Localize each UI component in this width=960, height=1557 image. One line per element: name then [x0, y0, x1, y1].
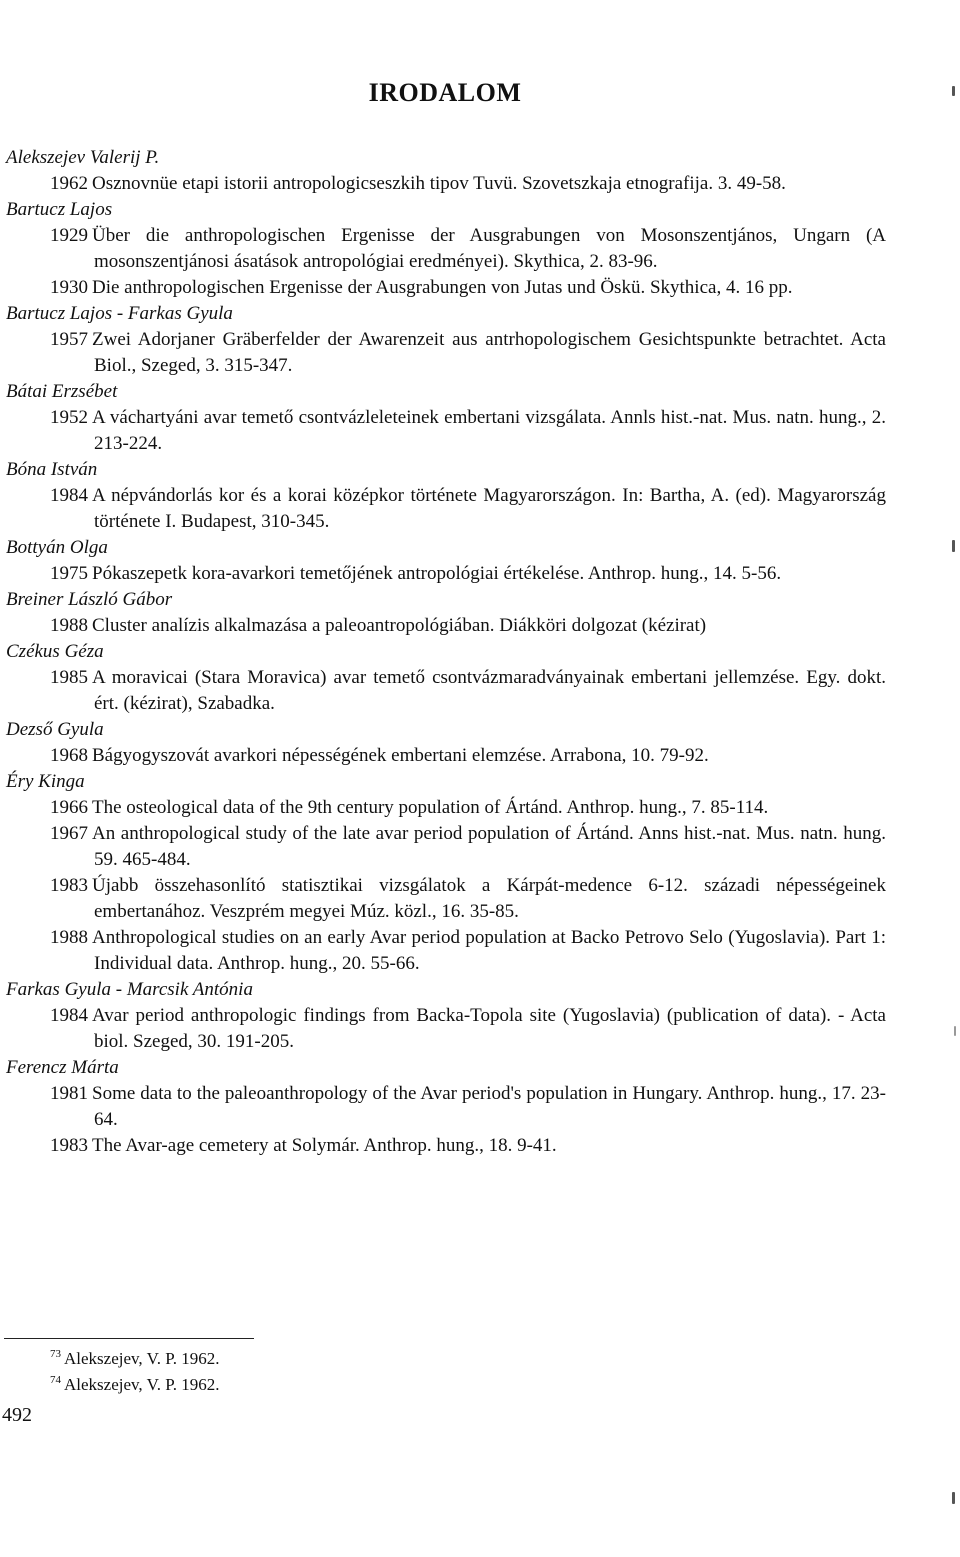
bibliography-entry [6, 1003, 886, 1055]
page-number: 492 [2, 1404, 32, 1426]
footnote-divider [4, 1338, 254, 1339]
bibliography-author: Breiner László Gábor [6, 589, 173, 610]
bibliography-author: Bartucz Lajos - Farkas Gyula [6, 303, 233, 324]
entry-year: 1930 [50, 277, 88, 298]
entry-text: Újabb összehasonlító statisztikai vizsgálatok a Kárpát-medence 6-12. századi népességeinek embertanához. Veszprém megyei Múz. közl., 16. 35-85. [92, 875, 886, 922]
entry-year: 1957 [50, 329, 88, 350]
entry-text: Osznovnüe etapi istorii antropologicseszkih tipov Tuvü. Szovetszkaja etnografija. 3. 49-58. [92, 173, 786, 194]
bibliography-entry [6, 223, 886, 275]
entry-text: Zwei Adorjaner Gräberfelder der Awarenzeit aus antrhopologischem Gesichtspunkte betrachtet. Acta Biol., Szeged, 3. 315-347. [92, 329, 886, 376]
bibliography-entry [6, 327, 886, 379]
bibliography-author: Ferencz Márta [6, 1057, 119, 1078]
entry-text: Pókaszepetk kora-avarkori temetőjének antropológiai értékelése. Anthrop. hung., 14. 5-56. [92, 563, 782, 584]
entry-year: 1985 [50, 667, 88, 688]
bibliography-list [6, 145, 886, 1159]
bibliography-entry [6, 561, 886, 587]
bibliography-entry [6, 795, 886, 821]
entry-text: A népvándorlás kor és a korai középkor története Magyarországon. In: Bartha, A. (ed). Magyarország története I. Budapest, 310-345. [92, 485, 886, 532]
footnote-number: 73 [50, 1348, 61, 1361]
entry-text: A moravicai (Stara Moravica) avar temető csontvázmaradványainak embertani jellemzése. Egy. dokt. ért. (kézirat), Szabadka. [92, 667, 886, 714]
entry-text: Die anthropologischen Ergenisse der Ausgrabungen von Jutas und Öskü. Skythica, 4. 16 pp. [92, 277, 793, 298]
entry-year: 1929 [50, 225, 88, 246]
entry-year: 1984 [50, 485, 88, 506]
bibliography-author: Éry Kinga [6, 771, 85, 792]
entry-year: 1983 [50, 1135, 88, 1156]
footnote [50, 1372, 220, 1398]
footnote-text: Alekszejev, V. P. 1962. [64, 1375, 220, 1394]
entry-year: 1967 [50, 823, 88, 844]
entry-text: Bágyogyszovát avarkori népességének embertani elemzése. Arrabona, 10. 79-92. [92, 745, 709, 766]
entry-text: Über die anthropologischen Ergenisse der Ausgrabungen von Mosonszentjános, Ungarn (A mosonszentjánosi ásatások antropológiai eredményei). Skythica, 2. 83-96. [92, 225, 886, 272]
entry-text: Cluster analízis alkalmazása a paleoantropológiában. Diákköri dolgozat (kézirat) [92, 615, 707, 636]
entry-year: 1981 [50, 1083, 88, 1104]
entry-year: 1952 [50, 407, 88, 428]
scan-speck [952, 1492, 955, 1504]
entry-year: 1968 [50, 745, 88, 766]
entry-year: 1962 [50, 173, 88, 194]
scan-speck [952, 540, 955, 552]
bibliography-entry [6, 821, 886, 873]
bibliography-author: Alekszejev Valerij P. [6, 147, 160, 168]
bibliography-entry [6, 171, 886, 197]
bibliography-entry [6, 613, 886, 639]
bibliography-entry [6, 405, 886, 457]
page-title: IRODALOM [368, 78, 522, 107]
scan-speck [952, 86, 955, 96]
entry-text: The osteological data of the 9th century population of Ártánd. Anthrop. hung., 7. 85-114. [92, 797, 769, 818]
entry-text: A váchartyáni avar temető csontvázleleteinek embertani vizsgálata. Annls hist.-nat. Mus. natn. hung., 2. 213-224. [92, 407, 886, 454]
footnote-text: Alekszejev, V. P. 1962. [64, 1349, 220, 1368]
bibliography-entry [6, 1081, 886, 1133]
entry-year: 1984 [50, 1005, 88, 1026]
bibliography-author: Bátai Erzsébet [6, 381, 118, 402]
entry-year: 1983 [50, 875, 88, 896]
entry-year: 1975 [50, 563, 88, 584]
entry-year: 1988 [50, 615, 88, 636]
footnote [50, 1346, 220, 1372]
entry-text: Avar period anthropologic findings from Backa-Topola site (Yugoslavia) (publication of data). - Acta biol. Szeged, 30. 191-205. [92, 1005, 886, 1052]
bibliography-author: Bóna István [6, 459, 98, 480]
bibliography-entry [6, 873, 886, 925]
bibliography-entry [6, 483, 886, 535]
entry-year: 1988 [50, 927, 88, 948]
footnote-number: 74 [50, 1374, 61, 1387]
entry-year: 1966 [50, 797, 88, 818]
bibliography-author: Dezső Gyula [6, 719, 104, 740]
bibliography-author: Czékus Géza [6, 641, 104, 662]
entry-text: An anthropological study of the late avar period population of Ártánd. Anns hist.-nat. Mus. natn. hung. 59. 465-484. [92, 823, 886, 870]
bibliography-author: Farkas Gyula - Marcsik Antónia [6, 979, 253, 1000]
bibliography-author: Bottyán Olga [6, 537, 108, 558]
entry-text: Anthropological studies on an early Avar period population at Backo Petrovo Selo (Yugoslavia). Part 1: Individual data. Anthrop. hung., 20. 55-66. [92, 927, 886, 974]
bibliography-entry [6, 665, 886, 717]
footnotes [50, 1346, 220, 1398]
bibliography-entry [6, 925, 886, 977]
scan-speck [954, 1026, 956, 1036]
bibliography-entry [6, 1133, 886, 1159]
bibliography-entry [6, 275, 886, 301]
bibliography-author: Bartucz Lajos [6, 199, 113, 220]
entry-text: Some data to the paleoanthropology of the Avar period's population in Hungary. Anthrop. hung., 17. 23-64. [92, 1083, 886, 1130]
bibliography-entry [6, 743, 886, 769]
entry-text: The Avar-age cemetery at Solymár. Anthrop. hung., 18. 9-41. [92, 1135, 557, 1156]
